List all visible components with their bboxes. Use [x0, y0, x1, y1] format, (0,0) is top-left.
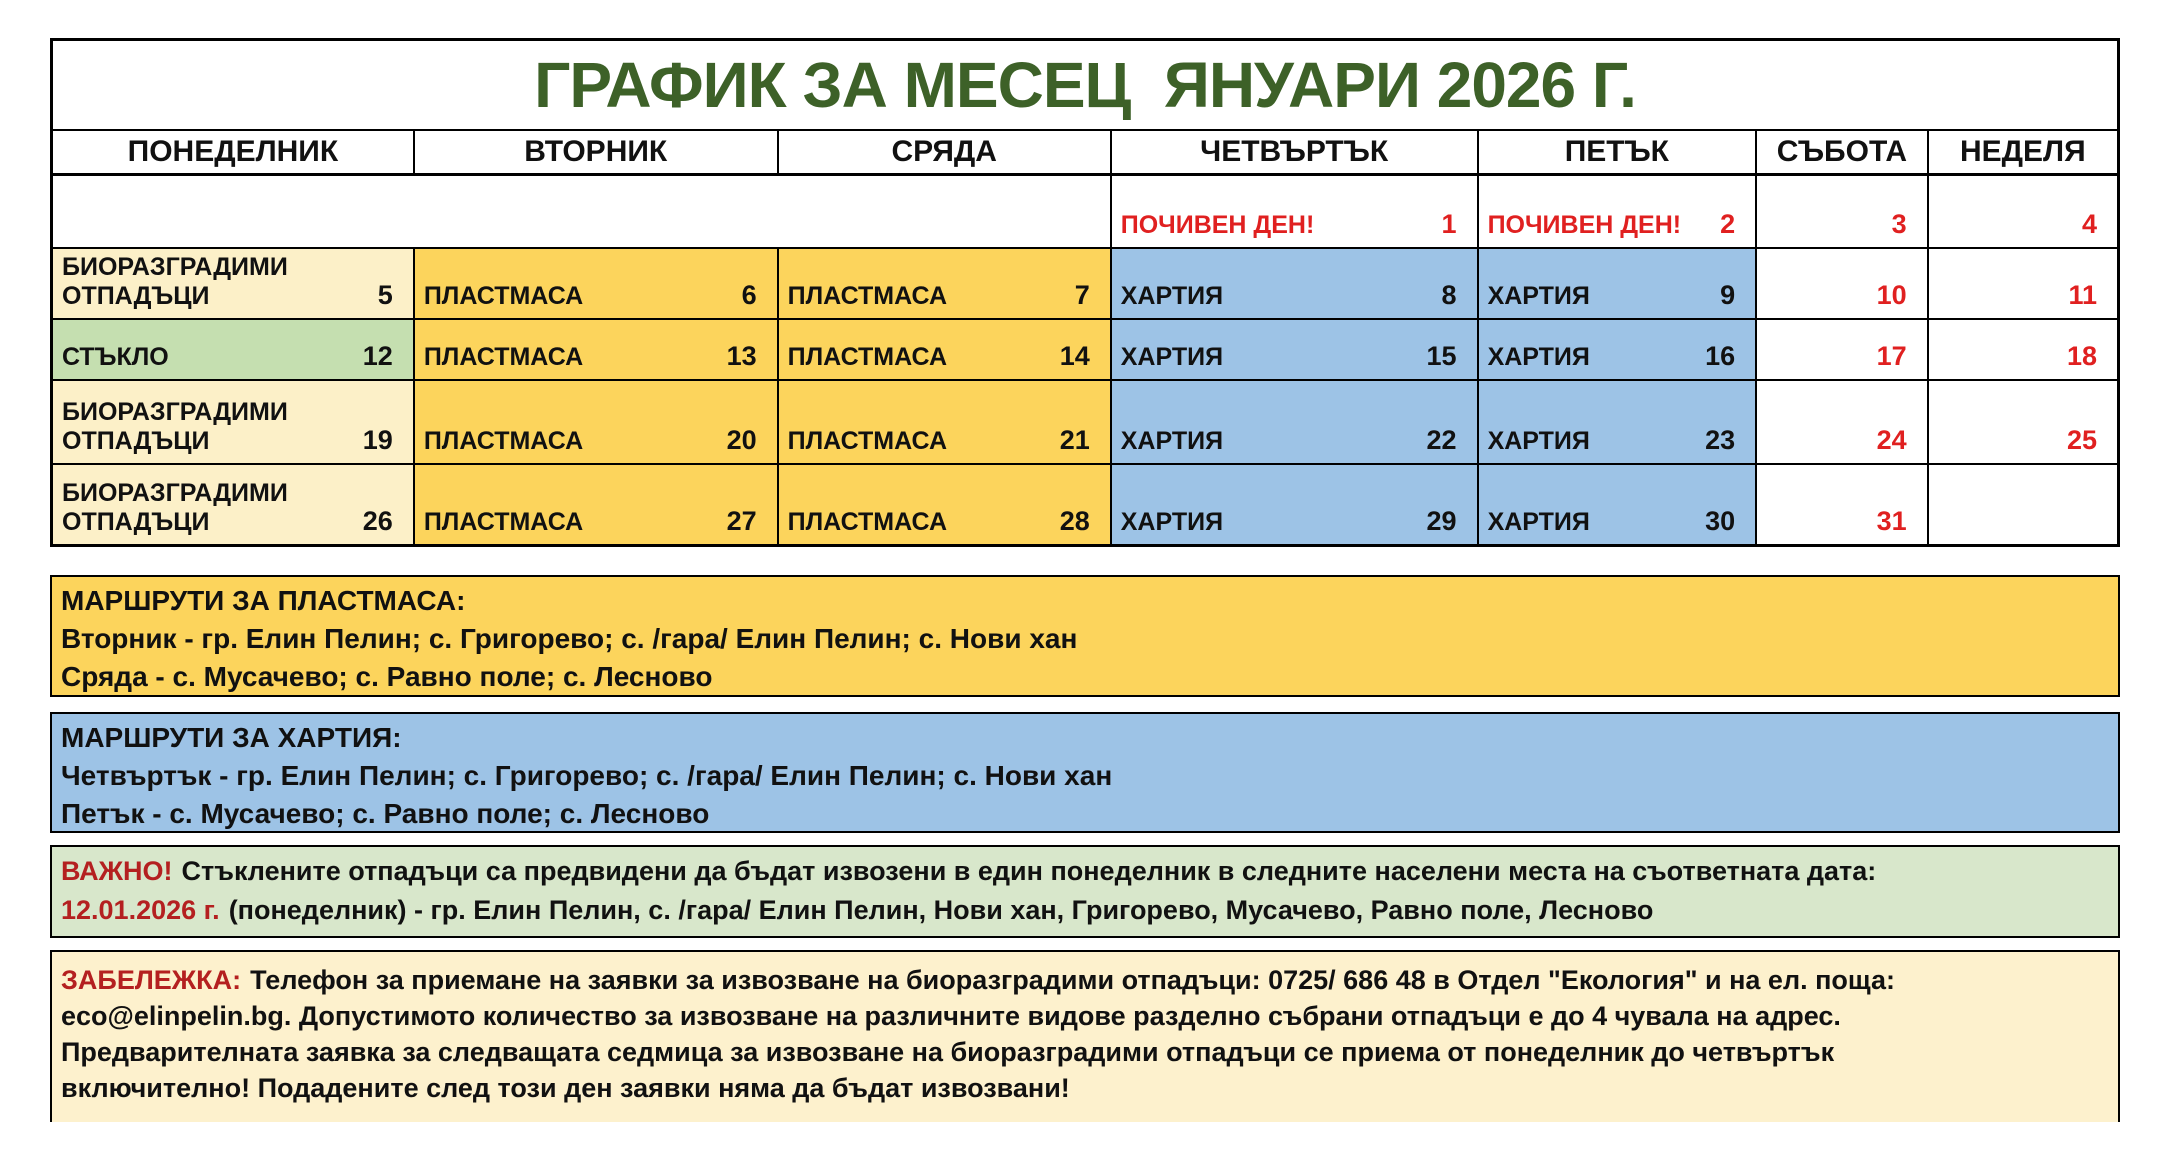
schedule-table: [50, 38, 2120, 547]
note-text-1: Телефон за приемане на заявки за извозване на биоразградими отпадъци: 0725/ 686 48 в Отдел "Екология" и на ел. поща:: [250, 965, 1896, 995]
day-cell-date: 14: [1059, 341, 1090, 372]
day-cell-date: 15: [1426, 341, 1457, 372]
important-text: Стъклените отпадъци са предвидени да бъдат извозени в един понеделник в следните населени места на съответната дата:: [181, 856, 1877, 886]
day-cell-date: 13: [726, 341, 757, 372]
day-header: НЕДЕЛЯ: [1929, 131, 2117, 173]
plastic-routes-heading: МАРШРУТИ ЗА ПЛАСТМАСА:: [61, 585, 466, 616]
day-header: ЧЕТВЪРТЪК: [1112, 131, 1477, 173]
calendar-day-cell: [415, 320, 777, 379]
day-cell-label: ПЛАСТМАСА: [787, 343, 948, 372]
day-cell-date: 10: [1876, 280, 1907, 311]
day-cell-label: ПЛАСТМАСА: [423, 427, 584, 456]
day-cell-label: ХАРТИЯ: [1120, 427, 1224, 456]
note-line-4: включително! Подадените след този ден заявки няма да бъдат извозвани!: [61, 1073, 1070, 1103]
calendar-day-cell: [1479, 249, 1756, 318]
day-cell-date: 17: [1876, 341, 1907, 372]
calendar-day-cell: [779, 381, 1110, 463]
day-header: СЪБОТА: [1757, 131, 1927, 173]
calendar-day-cell: [1112, 176, 1477, 247]
important-line-1: [61, 852, 2108, 891]
day-cell-date: 24: [1876, 425, 1907, 456]
plastic-route-wednesday: Сряда - с. Мусачево; с. Равно поле; с. Лесново: [61, 661, 713, 692]
paper-route-friday: Петък - с. Мусачево; с. Равно поле; с. Лесново: [61, 798, 710, 829]
calendar-day-cell: [1757, 465, 1927, 544]
day-cell-date: 19: [362, 425, 393, 456]
day-cell-date: 8: [1441, 280, 1457, 311]
plastic-routes-box: [50, 575, 2120, 697]
calendar-day-cell: [1929, 320, 2117, 379]
day-cell-date: 20: [726, 425, 757, 456]
calendar-day-cell: [415, 381, 777, 463]
calendar-day-cell: [779, 465, 1110, 544]
day-cell-date: 18: [2066, 341, 2097, 372]
important-date-text: (понеделник) - гр. Елин Пелин, с. /гара/ Елин Пелин, Нови хан, Григорево, Мусачево, Равно поле, Лесново: [228, 895, 1654, 925]
calendar-day-cell: [1757, 249, 1927, 318]
calendar-day-cell: [1757, 381, 1927, 463]
day-cell-date: 22: [1426, 425, 1457, 456]
day-cell-label: ХАРТИЯ: [1120, 282, 1224, 311]
day-cell-label: ПЛАСТМАСА: [787, 427, 948, 456]
important-line-2: [61, 891, 2108, 930]
day-cell-date: 21: [1059, 425, 1090, 456]
day-cell-date: 9: [1720, 280, 1736, 311]
day-header: СРЯДА: [779, 131, 1110, 173]
plastic-route-tuesday: Вторник - гр. Елин Пелин; с. Григорево; с. /гара/ Елин Пелин; с. Нови хан: [61, 623, 1078, 654]
day-cell-date: 11: [2068, 280, 2097, 311]
day-cell-date: 16: [1705, 341, 1736, 372]
calendar-day-cell: [1757, 320, 1927, 379]
calendar-day-cell: [53, 465, 413, 544]
day-cell-label: ХАРТИЯ: [1120, 343, 1224, 372]
paper-route-thursday: Четвъртък - гр. Елин Пелин; с. Григорево; с. /гара/ Елин Пелин; с. Нови хан: [61, 760, 1113, 791]
calendar-day-cell: [1479, 176, 1756, 247]
calendar-day-cell: [1112, 249, 1477, 318]
calendar-day-cell: [1929, 465, 2117, 544]
calendar-weeks: [53, 176, 2117, 544]
calendar-day-cell: [779, 249, 1110, 318]
day-cell-label: ПЛАСТМАСА: [423, 343, 584, 372]
important-glass-box: [50, 845, 2120, 938]
day-cell-label: БИОРАЗГРАДИМИ ОТПАДЪЦИ: [62, 398, 288, 456]
calendar-day-cell: [1112, 381, 1477, 463]
day-cell-date: 5: [377, 280, 393, 311]
day-cell-date: 31: [1876, 506, 1907, 536]
day-cell-date: 12: [362, 341, 393, 372]
calendar-day-cell: [53, 249, 413, 318]
day-cell-label: БИОРАЗГРАДИМИ ОТПАДЪЦИ: [62, 479, 288, 536]
calendar-day-cell: [1929, 176, 2117, 247]
day-cell-label: ХАРТИЯ: [1487, 282, 1590, 311]
day-cell-label: ХАРТИЯ: [1487, 427, 1590, 456]
day-cell-label: ПЛАСТМАСА: [423, 508, 584, 536]
note-line-2: eco@elinpelin.bg. Допустимото количество за извозване на различните видове разделно събрани отпадъци е до 4 чувала на адрес.: [61, 1001, 1841, 1031]
day-header: ВТОРНИК: [415, 131, 777, 173]
important-label: ВАЖНО!: [61, 856, 173, 886]
calendar-day-cell: [415, 465, 777, 544]
day-cell-date: 29: [1426, 506, 1457, 536]
page-title: ГРАФИК ЗА МЕСЕЦ ЯНУАРИ 2026 Г.: [534, 48, 1636, 121]
important-date: 12.01.2026 г.: [61, 895, 220, 925]
day-cell-date: 25: [2066, 425, 2097, 456]
day-cell-date: 6: [741, 280, 757, 311]
day-cell-label: ПЛАСТМАСА: [787, 508, 948, 536]
day-cell-label: ХАРТИЯ: [1487, 508, 1590, 536]
day-cell-date: 23: [1705, 425, 1736, 456]
note-label: ЗАБЕЛЕЖКА:: [61, 965, 242, 995]
day-cell-date: 28: [1059, 506, 1090, 536]
day-header: ПОНЕДЕЛНИК: [53, 131, 413, 173]
day-cell-date: 2: [1720, 209, 1736, 240]
day-cell-date: 3: [1891, 209, 1907, 240]
paper-routes-heading: МАРШРУТИ ЗА ХАРТИЯ:: [61, 722, 402, 753]
day-header: ПЕТЪК: [1479, 131, 1756, 173]
note-line-1: [61, 962, 2108, 998]
calendar-day-cell: [415, 249, 777, 318]
day-cell-label: ПОЧИВЕН ДЕН!: [1487, 211, 1682, 240]
calendar-day-cell: [1479, 381, 1756, 463]
title-row: [53, 41, 2117, 131]
day-cell-label: БИОРАЗГРАДИМИ ОТПАДЪЦИ: [62, 253, 288, 311]
calendar-day-cell: [1479, 320, 1756, 379]
day-cell-date: 4: [2081, 209, 2097, 240]
note-line-3: Предварителната заявка за следващата седмица за извозване на биоразградими отпадъци се приема от понеделник до четвъртък: [61, 1037, 1835, 1067]
day-cell-label: ПЛАСТМАСА: [787, 282, 948, 311]
calendar-day-cell: [1112, 465, 1477, 544]
day-cell-date: 27: [726, 506, 757, 536]
day-cell-date: 30: [1705, 506, 1736, 536]
day-cell-date: 7: [1074, 280, 1090, 311]
day-cell-label: ХАРТИЯ: [1487, 343, 1590, 372]
day-cell-date: 1: [1441, 209, 1457, 240]
calendar-day-cell: [53, 320, 413, 379]
day-cell-label: ХАРТИЯ: [1120, 508, 1224, 536]
day-cell-date: 26: [362, 506, 393, 536]
calendar-day-cell: [53, 176, 1110, 247]
calendar-day-cell: [1929, 249, 2117, 318]
day-cell-label: ПОЧИВЕН ДЕН!: [1120, 211, 1315, 240]
calendar-day-cell: [779, 320, 1110, 379]
calendar-day-cell: [53, 381, 413, 463]
calendar-day-cell: [1757, 176, 1927, 247]
calendar-day-cell: [1929, 381, 2117, 463]
calendar-day-headers: [53, 131, 2117, 176]
day-cell-label: СТЪКЛО: [62, 343, 169, 372]
calendar-day-cell: [1479, 465, 1756, 544]
calendar-day-cell: [1112, 320, 1477, 379]
paper-routes-box: [50, 712, 2120, 833]
day-cell-label: ПЛАСТМАСА: [423, 282, 584, 311]
note-box: [50, 950, 2120, 1122]
